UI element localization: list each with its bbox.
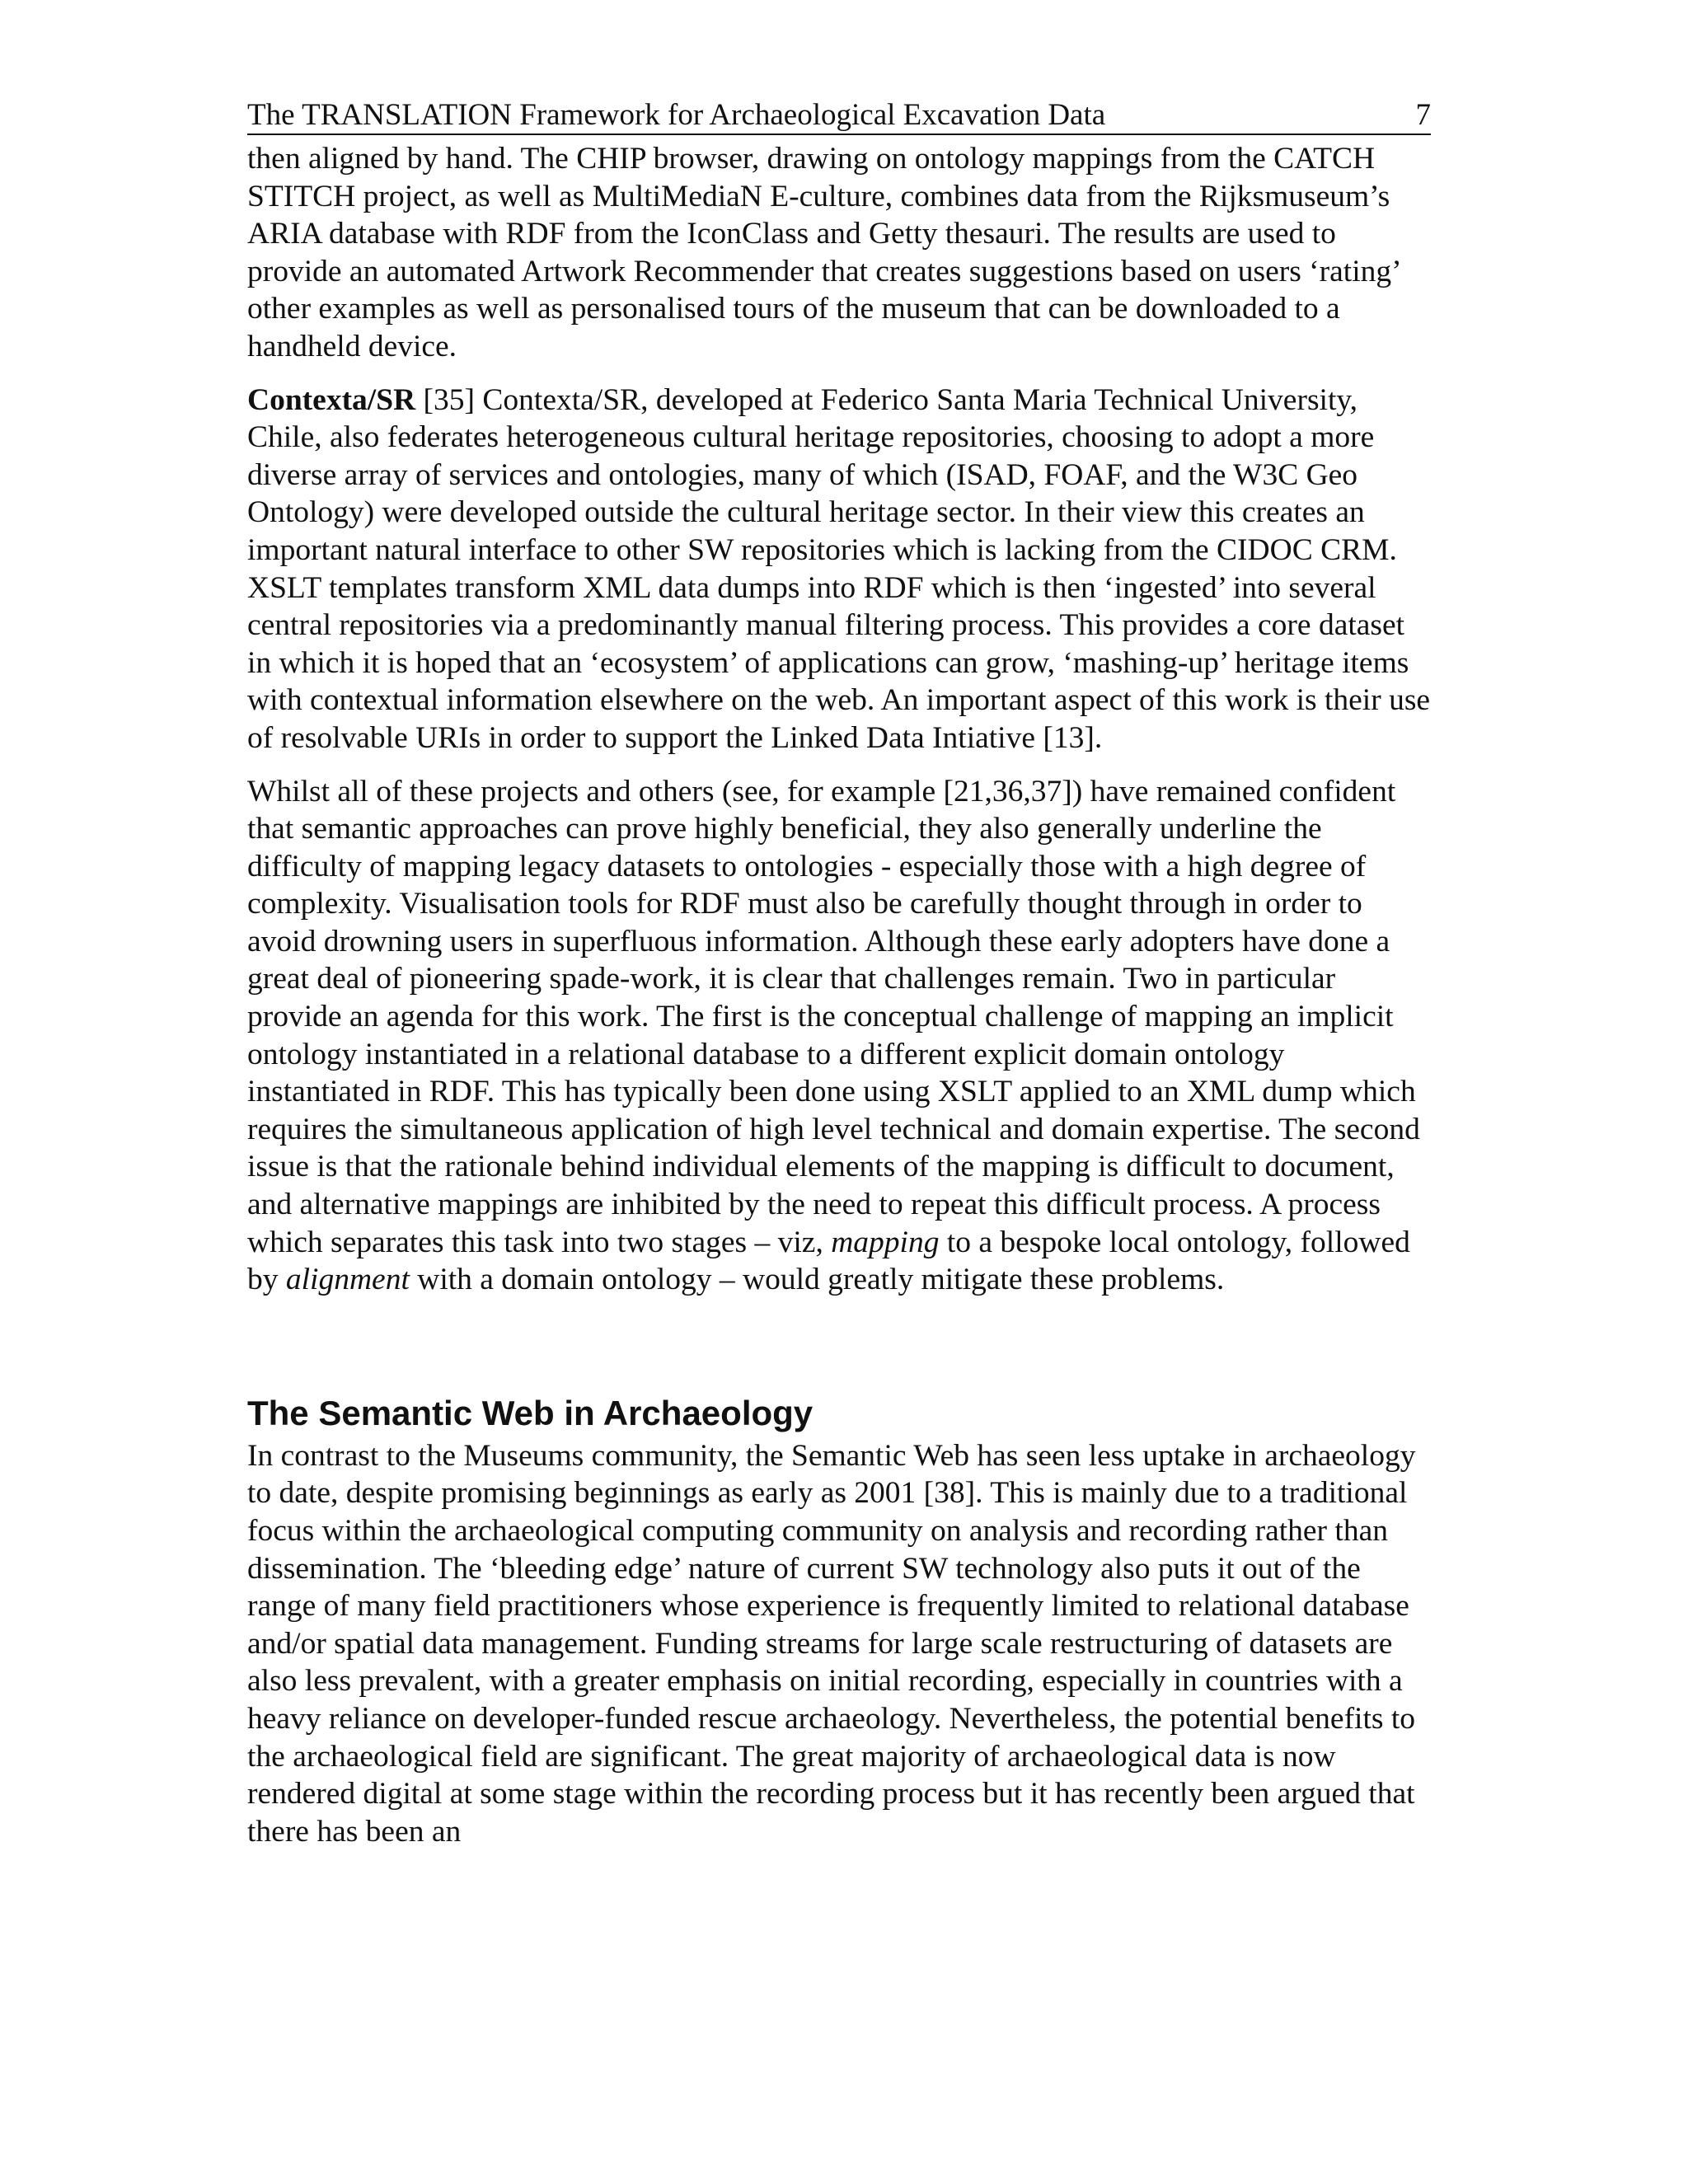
body-paragraph-archaeology — [247, 1437, 1431, 1851]
paragraph-text: then aligned by hand. The CHIP browser, drawing on ontology mappings from the CATCH STITCH project, as well as MultiMediaN E-culture, combines data from the Rijksmuseum’s ARIA database with RDF from the IconClass and Getty thesauri. The results are used to provide an automated Artwork Recommender that creates suggestions based on users ‘rating’ other examples as well as personalised tours of the museum that can be downloaded to a handheld device. — [247, 142, 1400, 363]
emphasis-mapping: mapping — [831, 1225, 940, 1259]
running-header — [247, 97, 1431, 135]
body-paragraph-chip-browser — [247, 140, 1431, 366]
page-number: 7 — [1415, 98, 1431, 132]
paragraph-lead-term: Contexta/SR — [247, 382, 416, 417]
paragraph-text: [35] Contexta/SR, developed at Federico Santa Maria Technical University, Chile, also federates heterogeneous cultural heritage repositories, choosing to adopt a more diverse array of services and ontologies, many of which (ISAD, FOAF, and the W3C Geo Ontology) were developed outside the cultural heritage sector. In their view this creates an important natural interface to other SW repositories which is lacking from the CIDOC CRM. XSLT templates transform XML data dumps into RDF which is then ‘ingested’ into several central repositories via a predominantly manual filtering process. This provides a core dataset in which it is hoped that an ‘ecosystem’ of applications can grow, ‘mashing-up’ heritage items with contextual information elsewhere on the web. An important aspect of this work is their use of resolvable URIs in order to support the Linked Data Intiative [13]. — [247, 382, 1431, 755]
body-paragraph-challenges — [247, 773, 1431, 1299]
paragraph-text-part-c: with a domain ontology – would greatly mitigate these problems. — [409, 1263, 1225, 1297]
paragraph-text-part-b: to a bespoke local ontology, followed by — [247, 1225, 1410, 1297]
document-page — [247, 97, 1431, 1866]
running-header-title: The TRANSLATION Framework for Archaeological Excavation Data — [247, 98, 1106, 132]
paragraph-text: In contrast to the Museums community, the Semantic Web has seen less uptake in archaeology to date, despite promising beginnings as early as 2001 [38]. This is mainly due to a traditional focus within the archaeological computing community on analysis and recording rather than dissemination. The ‘bleeding edge’ nature of current SW technology also puts it out of the range of many field practitioners whose experience is frequently limited to relational database and/or spatial data management. Funding streams for large scale restructuring of datasets are also less prevalent, with a greater emphasis on initial recording, especially in countries with a heavy reliance on developer-funded rescue archaeology. Nevertheless, the potential benefits to the archaeological field are significant. The great majority of archaeological data is now rendered digital at some stage within the recording process but it has recently been argued that there has been an — [247, 1438, 1416, 1849]
section-heading: The Semantic Web in Archaeology — [247, 1393, 814, 1432]
body-paragraph-contexta — [247, 382, 1431, 757]
paragraph-text-part-a: Whilst all of these projects and others (see, for example [21,36,37]) have remained confident that semantic approaches can prove highly beneficial, they also generally underline the difficulty of mapping legacy datasets to ontologies - especially those with a high degree of complexity. Visualisation tools for RDF must also be carefully thought through in order to avoid drowning users in superfluous information. Although these early adopters have done a great deal of pioneering spade-work, it is clear that challenges remain. Two in particular provide an agenda for this work. The first is the conceptual challenge of mapping an implicit ontology instantiated in a relational database to a different explicit domain ontology instantiated in RDF. This has typically been done using XSLT applied to an XML dump which requires the simultaneous application of high level technical and domain expertise. The second issue is that the rationale behind individual elements of the mapping is difficult to document, and alternative mappings are inhibited by the need to repeat this difficult process. A process which separates this task into two stages – viz, — [247, 774, 1420, 1259]
emphasis-alignment: alignment — [285, 1263, 410, 1297]
